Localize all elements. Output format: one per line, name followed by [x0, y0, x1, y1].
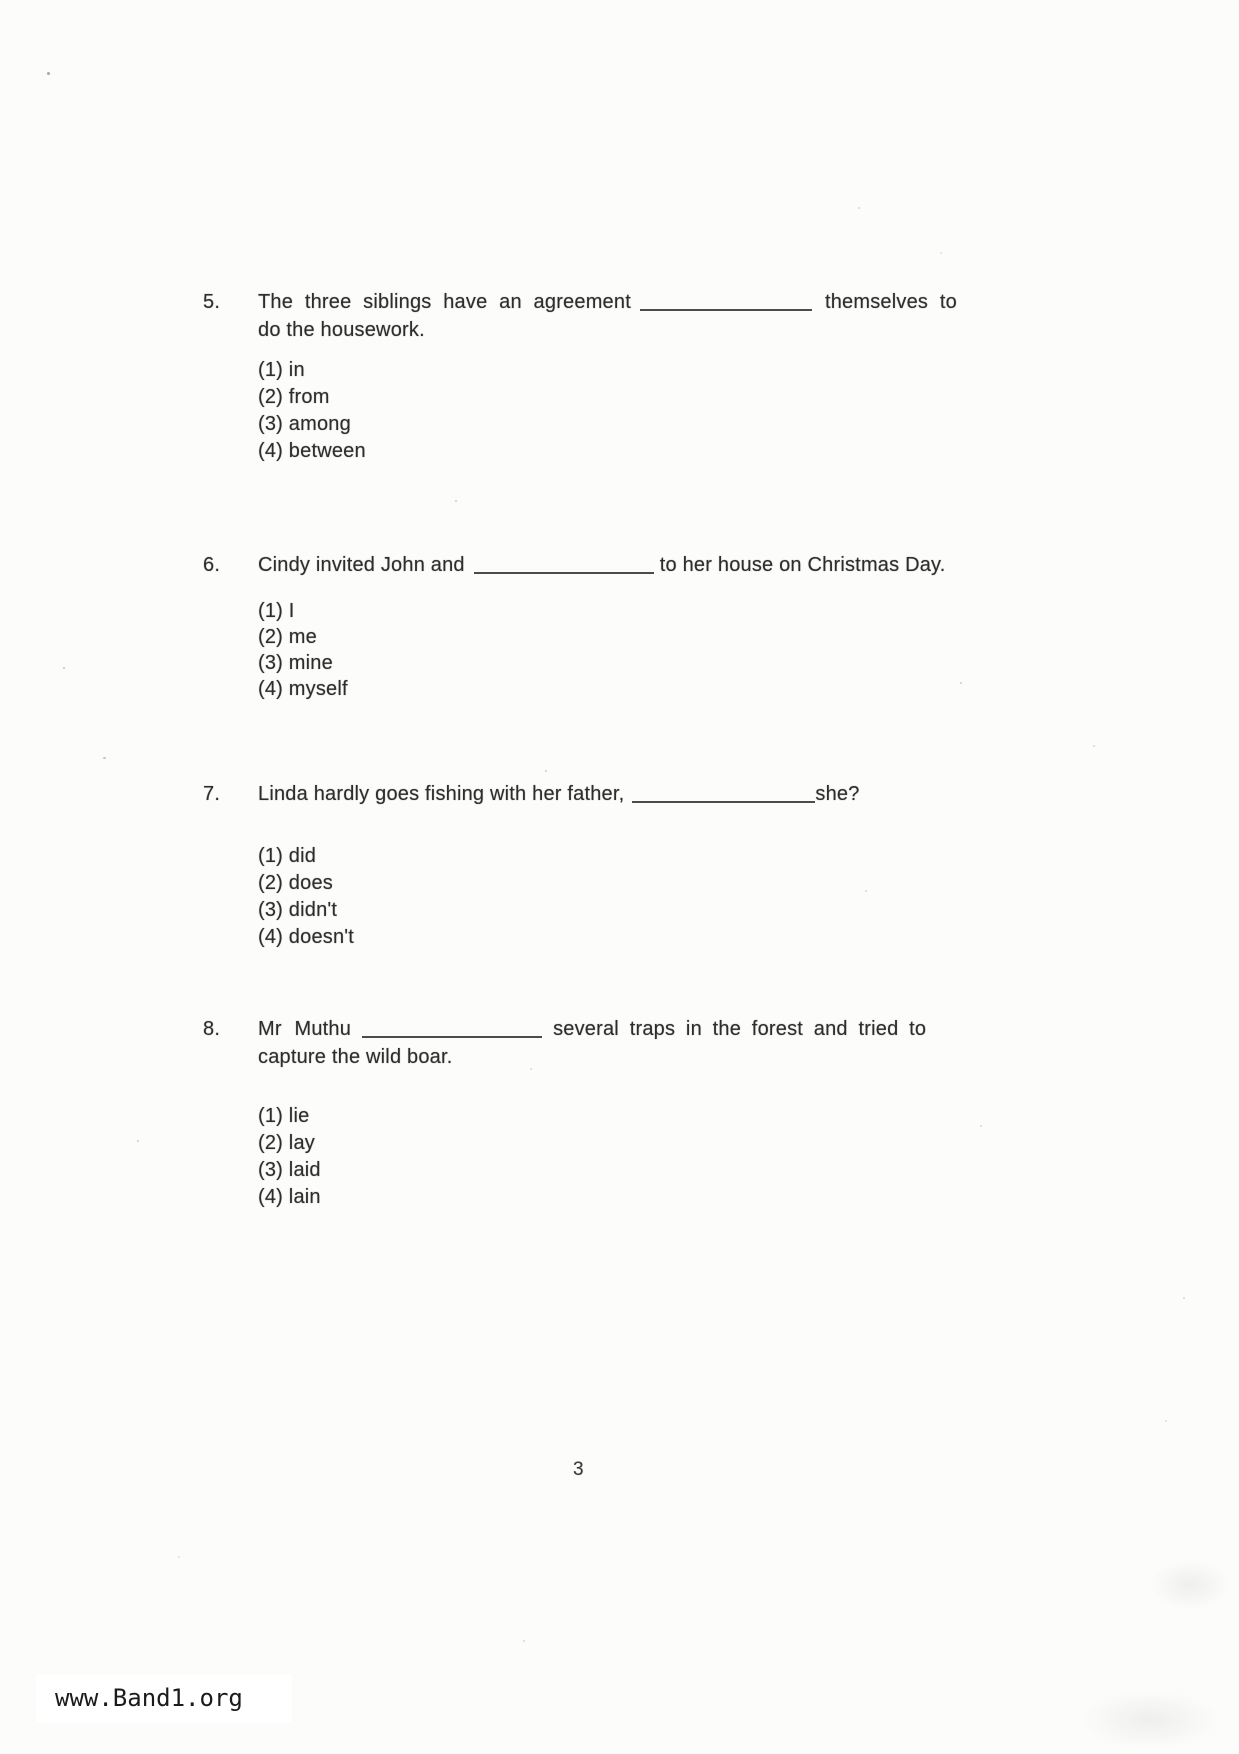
scan-speck	[63, 667, 65, 669]
option-item: (1) did	[258, 845, 317, 867]
question-5-options	[258, 356, 366, 464]
option-item: (2) lay	[258, 1132, 315, 1154]
question-5-answer-blank	[640, 305, 812, 311]
question-6-answer-blank	[474, 568, 654, 574]
question-7-stem-before: Linda hardly goes fishing with her father,	[258, 783, 625, 805]
scan-speck	[960, 682, 962, 684]
question-7-options	[258, 842, 354, 950]
scan-speck	[1093, 745, 1095, 747]
question-7	[203, 780, 1053, 948]
question-7-number: 7.	[203, 783, 221, 805]
question-5-stem-line2: do the housework.	[258, 319, 425, 341]
scan-speck	[455, 500, 457, 502]
option-item: (3) among	[258, 413, 351, 435]
option-item: (3) mine	[258, 652, 333, 674]
question-7-stem	[258, 780, 1108, 808]
question-6-number: 6.	[203, 554, 221, 576]
scan-smudge	[1080, 1690, 1220, 1750]
question-5	[203, 288, 1053, 462]
scan-speck	[545, 770, 547, 772]
question-8-number: 8.	[203, 1018, 221, 1040]
scan-speck	[137, 1140, 139, 1142]
option-item: (3) didn't	[258, 899, 338, 921]
option-item: (4) doesn't	[258, 926, 355, 948]
option-item: (1) lie	[258, 1105, 310, 1127]
scan-speck	[47, 72, 50, 75]
question-6-options	[258, 597, 348, 701]
option-item: (2) from	[258, 386, 330, 408]
scan-speck	[940, 252, 942, 254]
option-item: (2) me	[258, 626, 317, 648]
question-5-number: 5.	[203, 291, 221, 313]
question-6-stem-after: to her house on Christmas Day.	[659, 554, 946, 576]
question-5-stem-before: The three siblings have an agreement	[258, 291, 631, 313]
option-item: (2) does	[258, 872, 333, 894]
option-item: (4) between	[258, 440, 366, 462]
question-8	[203, 1015, 1053, 1208]
option-item: (4) lain	[258, 1186, 321, 1208]
question-6-stem-before: Cindy invited John and	[258, 554, 465, 576]
scan-speck	[980, 1125, 982, 1127]
question-8-stem	[258, 1015, 1108, 1043]
question-8-stem-before: Mr Muthu	[258, 1018, 352, 1040]
scan-speck	[178, 1556, 180, 1558]
scan-speck	[1183, 1297, 1185, 1299]
scan-speck	[103, 757, 106, 759]
question-7-answer-blank	[632, 797, 815, 803]
question-7-stem-after: she?	[815, 783, 860, 805]
question-5-stem-after: themselves to	[824, 291, 957, 313]
scan-smudge	[1150, 1560, 1230, 1610]
page-number: 3	[573, 1459, 584, 1480]
option-item: (3) laid	[258, 1159, 321, 1181]
scan-speck	[865, 890, 867, 892]
question-8-stem-after: several traps in the forest and tried to	[553, 1018, 927, 1040]
watermark-url: www.Band1.org	[55, 1684, 243, 1712]
scan-speck	[523, 1640, 525, 1642]
question-6	[203, 551, 1053, 700]
question-8-answer-blank	[362, 1032, 542, 1038]
question-6-stem	[258, 551, 1108, 579]
option-item: (1) in	[258, 359, 305, 381]
option-item: (1) I	[258, 600, 295, 622]
scan-speck	[1165, 1420, 1167, 1422]
question-5-stem	[258, 288, 1108, 316]
question-8-stem-line2: capture the wild boar.	[258, 1046, 453, 1068]
scan-speck	[858, 207, 860, 209]
option-item: (4) myself	[258, 678, 348, 700]
scan-speck	[530, 1068, 532, 1070]
question-8-options	[258, 1102, 321, 1210]
